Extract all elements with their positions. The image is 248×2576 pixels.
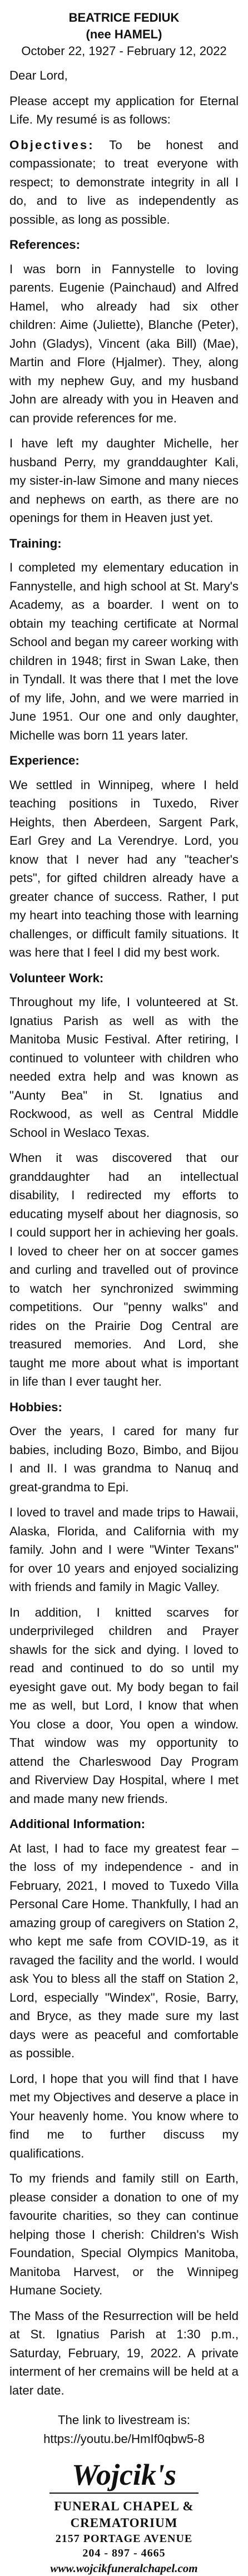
livestream-label: The link to livestream is:: [58, 2413, 190, 2427]
funeral-home-block: [9, 2458, 239, 2576]
livestream-link[interactable]: https://youtu.be/HmIf0qbw5-8: [43, 2431, 205, 2446]
objectives-paragraph: [9, 136, 239, 229]
references-heading: References:: [9, 238, 81, 252]
funeral-home-address: 2157 PORTAGE AVENUE: [55, 2533, 193, 2545]
additional-heading: Additional Information:: [9, 1817, 146, 1831]
intro-paragraph: Please accept my application for Eternal Life. My resumé is as follows:: [9, 93, 239, 126]
experience-paragraph: We settled in Winnipeg, where I held teaching positions in Tuxedo, River Heights, then Aberdeen, Sargent Park, Earl Grey and La Verendrye. Lord, you know that I never had any "teacher's pets", for gifted children already have a greater chance of success. Rather, I put my heart into teaching those with learning challenges, or difficult family situations. It was here that I feel I did my best work.: [9, 777, 239, 959]
experience-heading: Experience:: [9, 753, 80, 767]
volunteer-paragraph: When it was discovered that our granddaughter had an intellectual disability, I redirected my efforts to educating myself about her diagnosis, so I could support her in achieving her goals. I loved to cheer her on at soccer games and curling and travelled out of province to watch her synchronized swimming competitions. Our "penny walks" and rides on the Prairie Dog Central are treasured memories. And Lord, she taught me more about what is important in life than I ever taught her.: [9, 1151, 239, 1388]
additional-paragraph: The Mass of the Resurrection will be held at St. Ignatius Parish at 1:30 p.m., Saturday, February, 19, 2022. A private interment of her cremains will be held at a later date.: [9, 2308, 239, 2397]
obituary-header: [9, 9, 239, 60]
volunteer-paragraph: Throughout my life, I volunteered at St. Ignatius Parish as well as with the Manitoba Music Festival. After retiring, I continued to volunteer with children who needed extra help and was known as "Aunty Bea" in St. Ignatius and Rockwood, as well as Central Middle School in Weslaco Texas.: [9, 995, 239, 1140]
deceased-name: BEATRICE FEDIUK: [68, 11, 180, 24]
references-paragraph: I was born in Fannystelle to loving parents. Eugenie (Painchaud) and Alfred Hamel, who already had six other children: Aime (Juliette), Blanche (Peter), John (Gladys), Vincent (aka Bill) (Mae), Martin and Flore (Hjalmer). They, along with my nephew Guy, and my husband John are already with you in Heaven and can provide references for me.: [9, 262, 239, 425]
hobbies-paragraph: Over the years, I cared for many fur babies, including Bozo, Bimbo, and Bijou I and II. I was grandma to Nanuq and great-grandma to Epi.: [9, 1424, 239, 1494]
additional-paragraph: At last, I had to face my greatest fear – the loss of my independence - and in February, 2021, I moved to Tuxedo Villa Personal Care Home. Thankfully, I had an amazing group of caregivers on Station 2, who kept me safe from COVID-19, as it ravaged the facility and the world. I would ask You to bless all the staff on Station 2, Lord, especially "Windex", Rosie, Barry, and Bryce, as they made sure my last days were as peaceful and comfortable as possible.: [9, 1841, 239, 2060]
training-paragraph: I completed my elementary education in Fannystelle, and high school at St. Mary's Academy, as a boarder. I went on to obtain my teaching certificate at Normal School and began my career working with children in 1948; first in Swan Lake, then in Tyndall. It was there that I met the love of my life, John, and we were married in June 1951. Our one and only daughter, Michelle was born 11 years later.: [9, 560, 239, 742]
funeral-home-logo: Wojcik's: [49, 2458, 199, 2494]
funeral-home-website[interactable]: www.wojcikfuneralchapel.com: [50, 2562, 198, 2575]
livestream-block: [9, 2411, 239, 2448]
additional-paragraph: To my friends and family still on Earth, please consider a donation to one of my favourite charities, so they can continue helping those I cherish: Children's Wish Foundation, Special Olympics Manitoba, Manitoba Harvest, or the Winnipeg Humane Society.: [9, 2171, 239, 2297]
maiden-name: (nee HAMEL): [86, 27, 162, 41]
volunteer-heading: Volunteer Work:: [9, 971, 104, 985]
life-dates: October 22, 1927 - February 12, 2022: [21, 44, 227, 58]
training-heading: Training:: [9, 536, 62, 550]
greeting: Dear Lord,: [9, 68, 68, 82]
hobbies-paragraph: I loved to travel and made trips to Hawaii, Alaska, Florida, and California with my family. John and I were "Winter Texans" for over 10 years and enjoyed socializing with friends and family in Magic Valley.: [9, 1505, 239, 1594]
funeral-home-name: FUNERAL CHAPEL & CREMATORIUM: [54, 2499, 194, 2530]
references-paragraph: I have left my daughter Michelle, her husband Perry, my granddaughter Kali, my sister-in-law Simone and many nieces and nephews on earth, as there are no openings for them in Heaven just yet.: [9, 436, 239, 525]
additional-paragraph: Lord, I hope that you will find that I have met my Objectives and deserve a place in Your heavenly home. You know where to find me to further discuss my qualifications.: [9, 2071, 239, 2160]
hobbies-heading: Hobbies:: [9, 1400, 62, 1414]
objectives-text: To be honest and compassionate; to treat everyone with respect; to demonstrate integrity in all I do, and to live as independently as possible, as long as possible.: [9, 137, 239, 226]
objectives-label: Objectives:: [9, 137, 95, 152]
funeral-home-phone: 204 - 897 - 4665: [82, 2547, 166, 2559]
hobbies-paragraph: In addition, I knitted scarves for underprivileged children and Prayer shawls for the sick and dying. I loved to read and continued to do so until my eyesight gave out. My body began to fail me as well, but Lord, I know that when You close a door, You open a window. That window was my opportunity to attend the Charleswood Day Program and Riverview Day Hospital, where I met and made many new friends.: [9, 1605, 239, 1806]
